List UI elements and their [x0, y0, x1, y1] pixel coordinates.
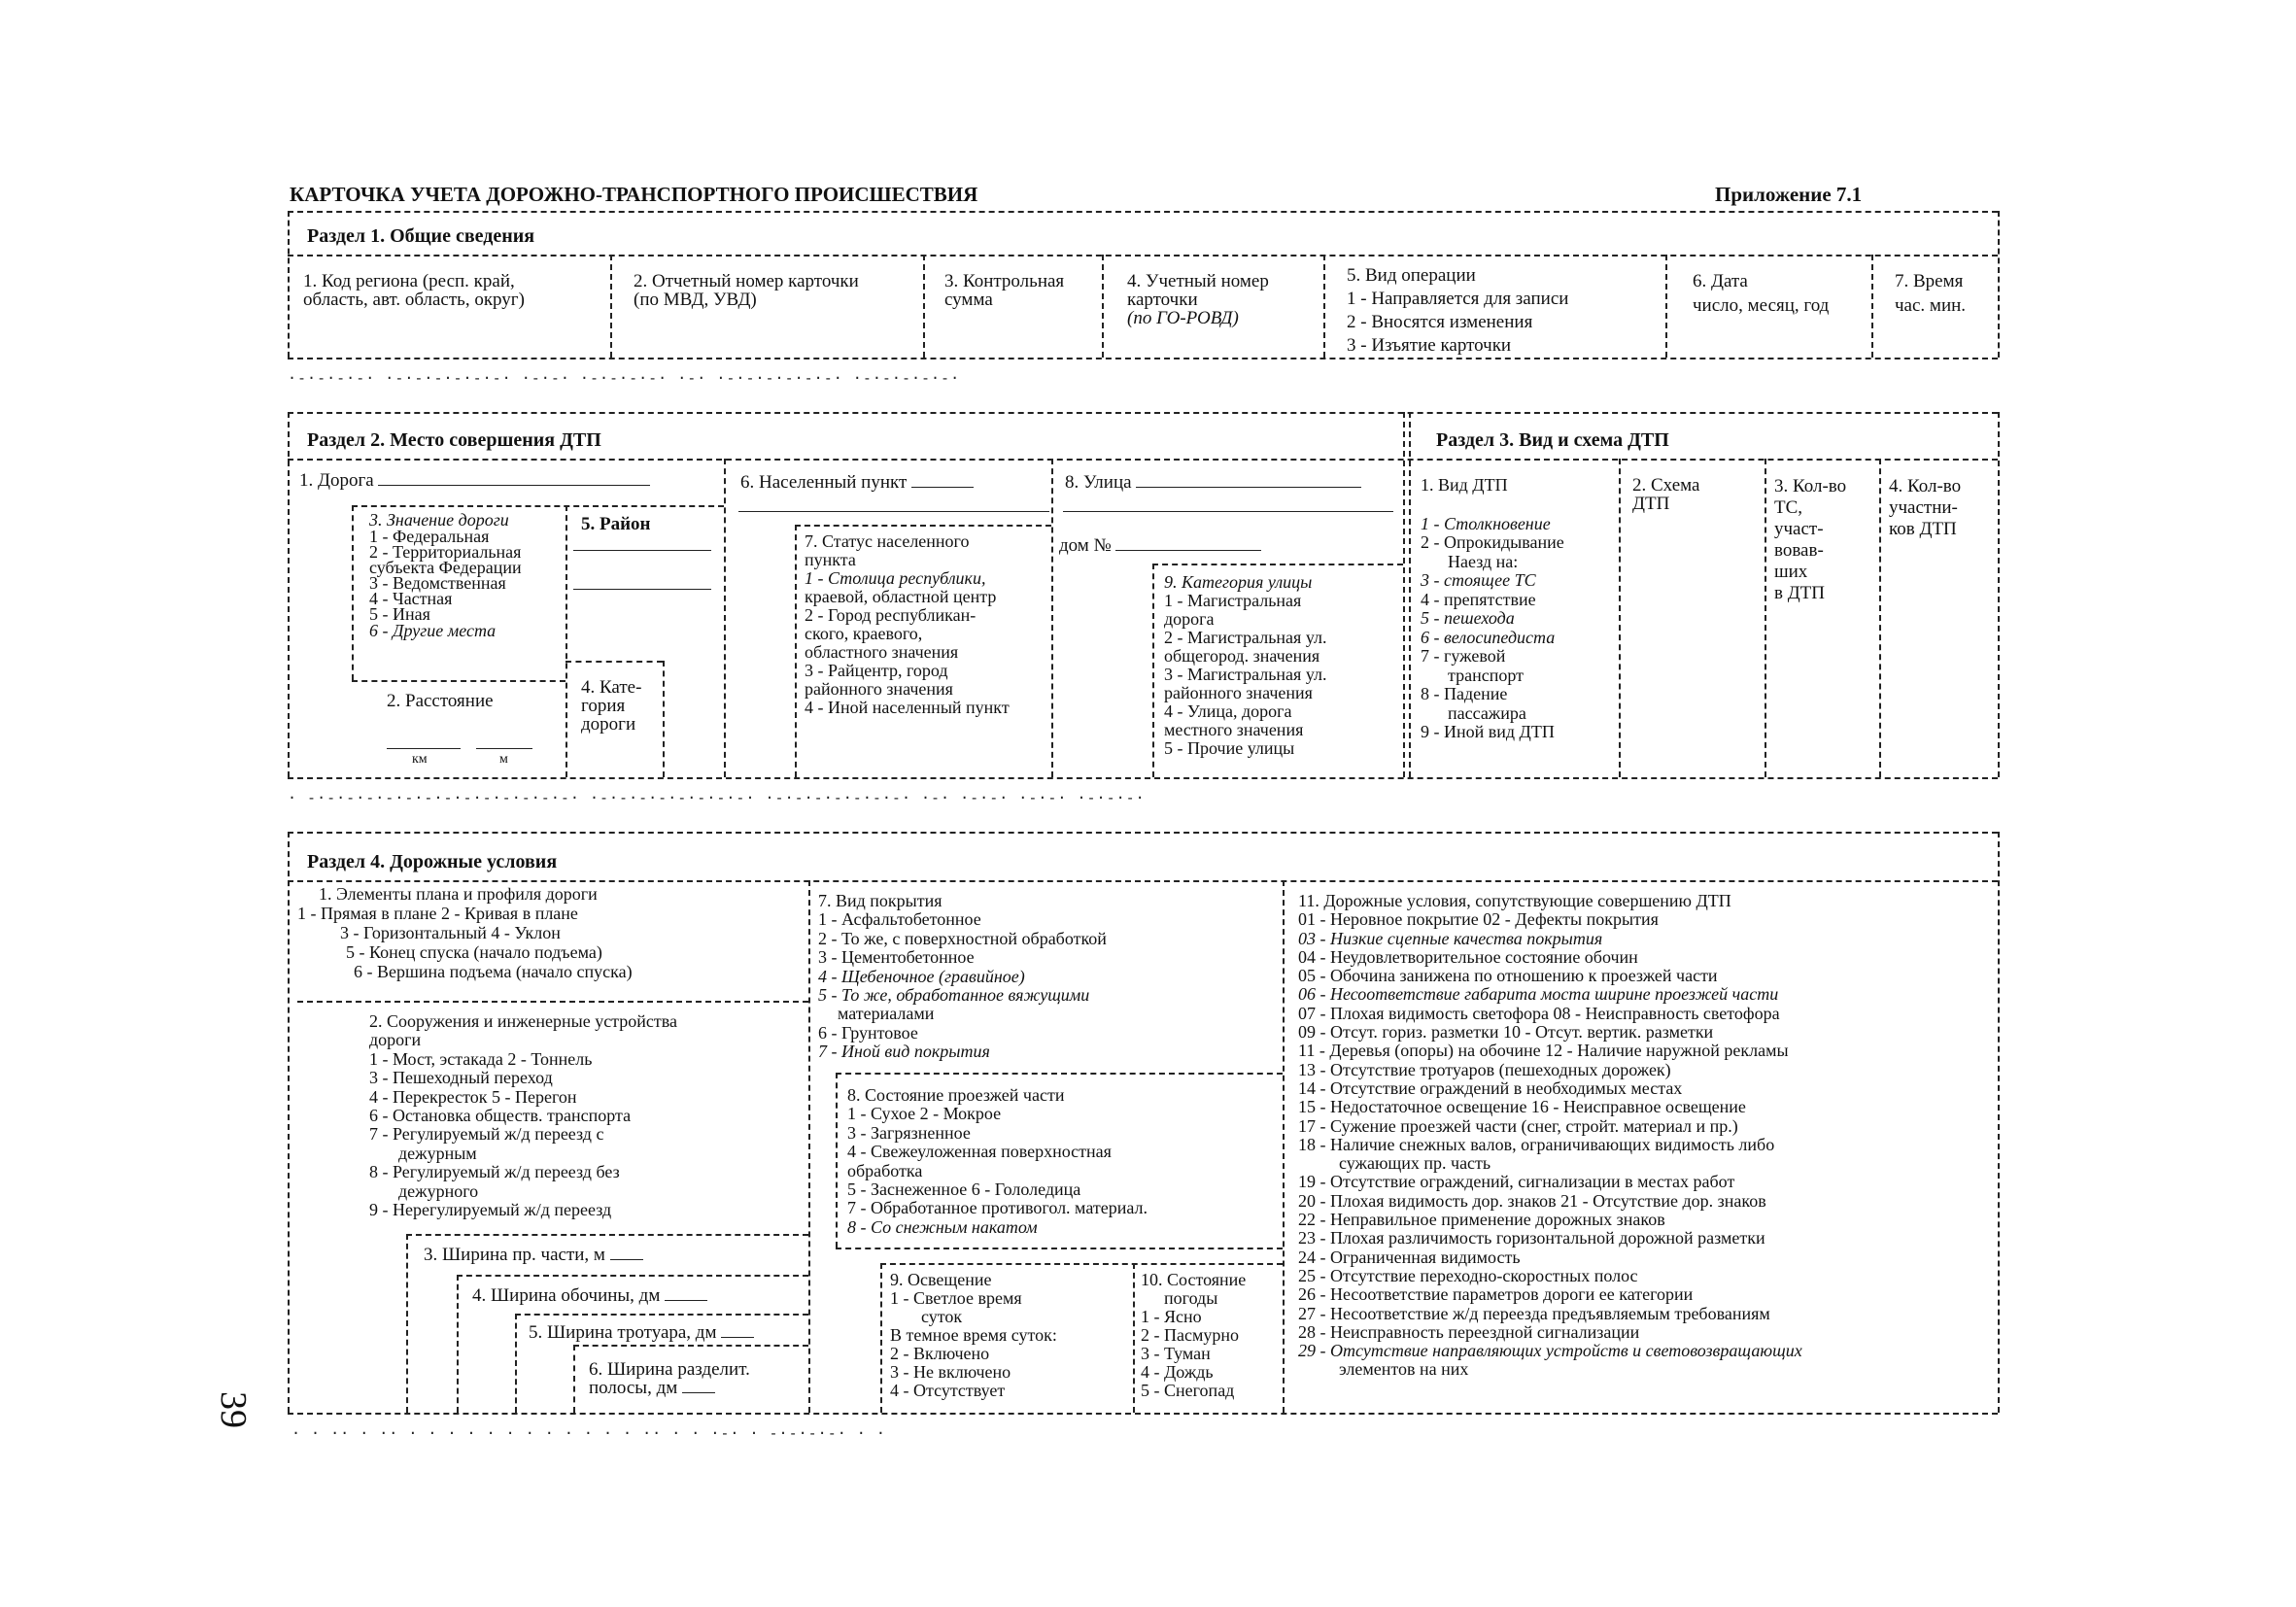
card-title: КАРТОЧКА УЧЕТА ДОРОЖНО-ТРАНСПОРТНОГО ПРОИСШЕСТВИЯ [290, 183, 978, 206]
distance-label: 2. Расстояние [387, 691, 494, 711]
road-value-list: 3. Значение дороги 1 - Федеральная 2 - Территориальная субъекта Федерации 3 - Ведомственная 4 - Частная 5 - Иная 6 - Другие места [369, 510, 522, 640]
s2-title: Раздел 2. Место совершения ДТП [307, 429, 601, 451]
road-divider [352, 505, 724, 507]
road-field[interactable]: 1. Дорога [299, 471, 650, 490]
state-border [836, 1073, 838, 1248]
vehicle-count: 3. Кол-во ТС, участ- вовав- ших в ДТП [1774, 476, 1847, 603]
plan-divider [297, 1001, 808, 1003]
width-divider [573, 1345, 808, 1347]
s4-col-divider [808, 880, 810, 1413]
s1-field-date: 6. Дата число, месяц, год [1693, 271, 1830, 316]
settlement-field[interactable]: 6. Населенный пункт [740, 473, 974, 492]
s1-col-divider [1665, 255, 1667, 358]
s2-col-divider [724, 459, 726, 777]
s1-code-cells: ·-·-·-·-· ·-·-·-·-·-·-· ·-·-· ·-·-·-·-· ·-· ·-·-·-·-·-·-· ·-·-·-·-·-· [288, 369, 961, 387]
width-border [406, 1234, 408, 1413]
s1-title-divider [288, 255, 1998, 256]
width-divider [457, 1275, 808, 1277]
s1-col-divider [923, 255, 925, 358]
shoulder-width[interactable]: 4. Ширина обочины, дм [472, 1286, 707, 1305]
surface-type: 7. Вид покрытия 1 - Асфальтобетонное 2 - То же, с поверхностной обработкой 3 - Цементобетонное 4 - Щебеночное (гравийное) 5 - То же, обработанное вяжущими материалами 6 - Грунтовое 7 - Иной вид покрытия [818, 891, 1107, 1062]
s1-field-region-code: 1. Код региона (респ. край, область, авт. область, округ) [303, 271, 525, 310]
width-divider [406, 1234, 808, 1236]
weather-border [1133, 1263, 1135, 1413]
s4-code-cells: · · ·· · ·· · · · · · · · · · · · · ·· · · ·-· · -·-·-·-· · · [291, 1424, 886, 1442]
distance-m-line[interactable] [476, 748, 532, 749]
district-border [565, 505, 567, 777]
state-divider [836, 1248, 1283, 1249]
s2-s3-divider [1403, 412, 1405, 777]
street-cat-border [1152, 564, 1154, 777]
street-category-list: 9. Категория улицы 1 - Магистральная дорога 2 - Магистральная ул. общегород. значения 3 - Магистральная ул. районного значения 4 - Улица, дорога местного значения 5 - Прочие улицы [1164, 572, 1327, 758]
status-divider [795, 525, 1051, 527]
settlement-status-list: 7. Статус населенного пункта 1 - Столица республики, краевой, областной центр 2 - Город республикан- ского, краевого, областного значения 3 - Райцентр, город районного значения 4 - Иной населенный пункт [805, 531, 1010, 717]
s3-right-border [1998, 412, 2000, 777]
house-field[interactable]: дом № [1059, 536, 1261, 555]
road-structures: 2. Сооружения и инженерные устройства дороги 1 - Мост, эстакада 2 - Тоннель 3 - Пешеходный переход 4 - Перекресток 5 - Перегон 6 - Остановка обществ. транспорта 7 - Регулируемый ж/д переезд с дежурным 8 - Регулируемый ж/д переезд без дежурного 9 - Нерегулируемый ж/д переезд [369, 1011, 678, 1220]
width-border [573, 1345, 575, 1413]
s3-col-divider [1879, 459, 1881, 777]
appendix-label: Приложение 7.1 [1715, 183, 1863, 206]
s2-code-cells: · -·-·-·-·-·-·-·-·-·-·-·-·-·-· ·-·-·-·-·-·-·-·-· ·-·-·-·-·-·-·-· ·-· ·-·-· ·-·-· ·-·-·-· [288, 789, 1146, 806]
s1-top-border [288, 211, 1998, 213]
distance-km-line[interactable] [387, 748, 461, 749]
street-field[interactable]: 8. Улица [1065, 473, 1361, 492]
s3-col-divider [1765, 459, 1766, 777]
s2-s3-divider [1409, 412, 1411, 777]
s1-col-divider [1323, 255, 1325, 358]
s2-left-border [288, 412, 290, 777]
s1-col-divider [1102, 255, 1104, 358]
s2-title-divider [288, 459, 1998, 461]
light-border [880, 1263, 882, 1413]
median-width[interactable]: 6. Ширина разделит. полосы, дм [589, 1359, 750, 1398]
s1-field-operation-type: 5. Вид операции 1 - Направляется для записи 2 - Вносятся изменения 3 - Изъятие карточки [1347, 265, 1569, 356]
s4-right-border [1998, 832, 2000, 1413]
distance-m-unit: м [499, 752, 508, 767]
s1-s2-separator [288, 412, 1998, 414]
s1-field-checksum: 3. Контрольная сумма [944, 271, 1065, 310]
page-number: 39 [213, 1391, 254, 1428]
s1-title: Раздел 1. Общие сведения [307, 225, 535, 247]
s1-field-account-number: 4. Учетный номер карточки (по ГО-РОВД) [1127, 271, 1269, 328]
s1-right-border [1998, 211, 2000, 358]
carriageway-width[interactable]: 3. Ширина пр. части, м [424, 1246, 643, 1264]
lighting: 9. Освещение 1 - Светлое время суток В темное время суток: 2 - Включено 3 - Не включено 4 - Отсутствует [890, 1270, 1057, 1400]
s2-bottom-border [288, 777, 1998, 779]
settlement-line[interactable] [738, 511, 1049, 512]
road-conditions: 11. Дорожные условия, сопутствующие совершению ДТП 01 - Неровное покрытие 02 - Дефекты покрытия 03 - Низкие сцепные качества покрытия 04 - Неудовлетворительное состояние обочин 05 - Обочина занижена по отношению к проезжей части 06 - Несоответствие габарита моста ширине проезжей части 07 - Плохая видимость светофора 08 - Неисправность светофора 09 - Отсут. гориз. разметки 10 - Отсут. вертик. разметки 11 - Деревья (опоры) на обочине 12 - Наличие наружной рекламы 13 - Отсутствие тротуаров (пешеходных дорожек) 14 - Отсутствие ограждений в необходимых местах 15 - Недостаточное освещение 16 - Неисправное освещение 17 - Сужение проезжей части (снег, стройт. материал и пр.) 18 - Наличие снежных валов, ограничивающих видимость либо сужающих пр. часть 19 - Отсутствие ограждений, сигнализации в местах работ 20 - Плохая видимость дор. знаков 21 - Отсутствие дор. знаков 22 - Неправильное применение дорожных знаков 23 - Плохая различимость горизонтальной дорожной разметки 24 - Ограниченная видимость 25 - Отсутствие переходно-скоростных полос 26 - Несоответствие параметров дороги ее категории 27 - Несоответствие ж/д переезда предъявляемым требованиям 28 - Неисправность переездной сигнализации 29 - Отсутствие направляющих устройств и световозвращающих элементов на них [1298, 891, 1802, 1380]
status-border [795, 525, 797, 777]
s1-bottom-border [288, 358, 1998, 359]
road-value-border [352, 505, 354, 680]
accident-scheme: 2. Схема ДТП [1632, 475, 1700, 514]
distance-km-unit: км [412, 752, 428, 767]
street-line[interactable] [1063, 511, 1393, 512]
distance-divider [352, 680, 565, 682]
s3-col-divider [1619, 459, 1621, 777]
carriageway-state: 8. Состояние проезжей части 1 - Сухое 2 - Мокрое 3 - Загрязненное 4 - Свежеуложенная поверхностная обработка 5 - Заснеженное 6 - Гололедица 7 - Обработанное противогол. материал. 8 - Со снежным накатом [847, 1085, 1148, 1237]
width-border [457, 1275, 459, 1413]
surface-divider [836, 1073, 1283, 1075]
district-line[interactable] [573, 589, 711, 590]
weather: 10. Состояние погоды 1 - Ясно 2 - Пасмурно 3 - Туман 4 - Дождь 5 - Снегопад [1141, 1270, 1247, 1400]
s4-title: Раздел 4. Дорожные условия [307, 851, 558, 872]
accident-type-list: 1. Вид ДТП 1 - Столкновение 2 - Опрокидывание Наезд на: 3 - стоящее ТС 4 - препятствие 5 - пешехода 6 - велосипедиста 7 - гужевой транспорт 8 - Падение пассажира 9 - Иной вид ДТП [1421, 475, 1564, 741]
s1-left-border [288, 211, 290, 358]
s1-field-report-number: 2. Отчетный номер карточки (по МВД, УВД) [634, 271, 859, 310]
width-border [515, 1314, 517, 1413]
light-divider [880, 1263, 1283, 1265]
s4-col-divider [1283, 880, 1285, 1413]
s1-col-divider [610, 255, 612, 358]
s4-left-border [288, 832, 290, 1413]
s2-col-divider [1051, 459, 1053, 777]
s4-bottom-border [288, 1413, 1998, 1415]
participant-count: 4. Кол-во участни- ков ДТП [1889, 476, 1962, 539]
s1-field-time: 7. Время час. мин. [1895, 271, 1967, 316]
district-label: 5. Район [581, 514, 651, 534]
road-category: 4. Кате- гория дороги [581, 677, 642, 735]
s3-s4-separator [288, 832, 1998, 834]
street-cat-divider [1152, 564, 1403, 565]
s1-col-divider [1871, 255, 1873, 358]
sidewalk-width[interactable]: 5. Ширина тротуара, дм [529, 1323, 754, 1342]
width-divider [515, 1314, 808, 1316]
s4-title-divider [288, 880, 1998, 882]
road-cat-border [663, 661, 665, 777]
road-plan-elements: 1. Элементы плана и профиля дороги 1 - Прямая в плане 2 - Кривая в плане 3 - Горизонтальный 4 - Уклон 5 - Конец спуска (начало подъема) 6 - Вершина подъема (начало спуска) [297, 884, 633, 981]
s3-title: Раздел 3. Вид и схема ДТП [1436, 429, 1669, 451]
district-line[interactable] [573, 550, 711, 551]
road-cat-divider [565, 661, 663, 663]
